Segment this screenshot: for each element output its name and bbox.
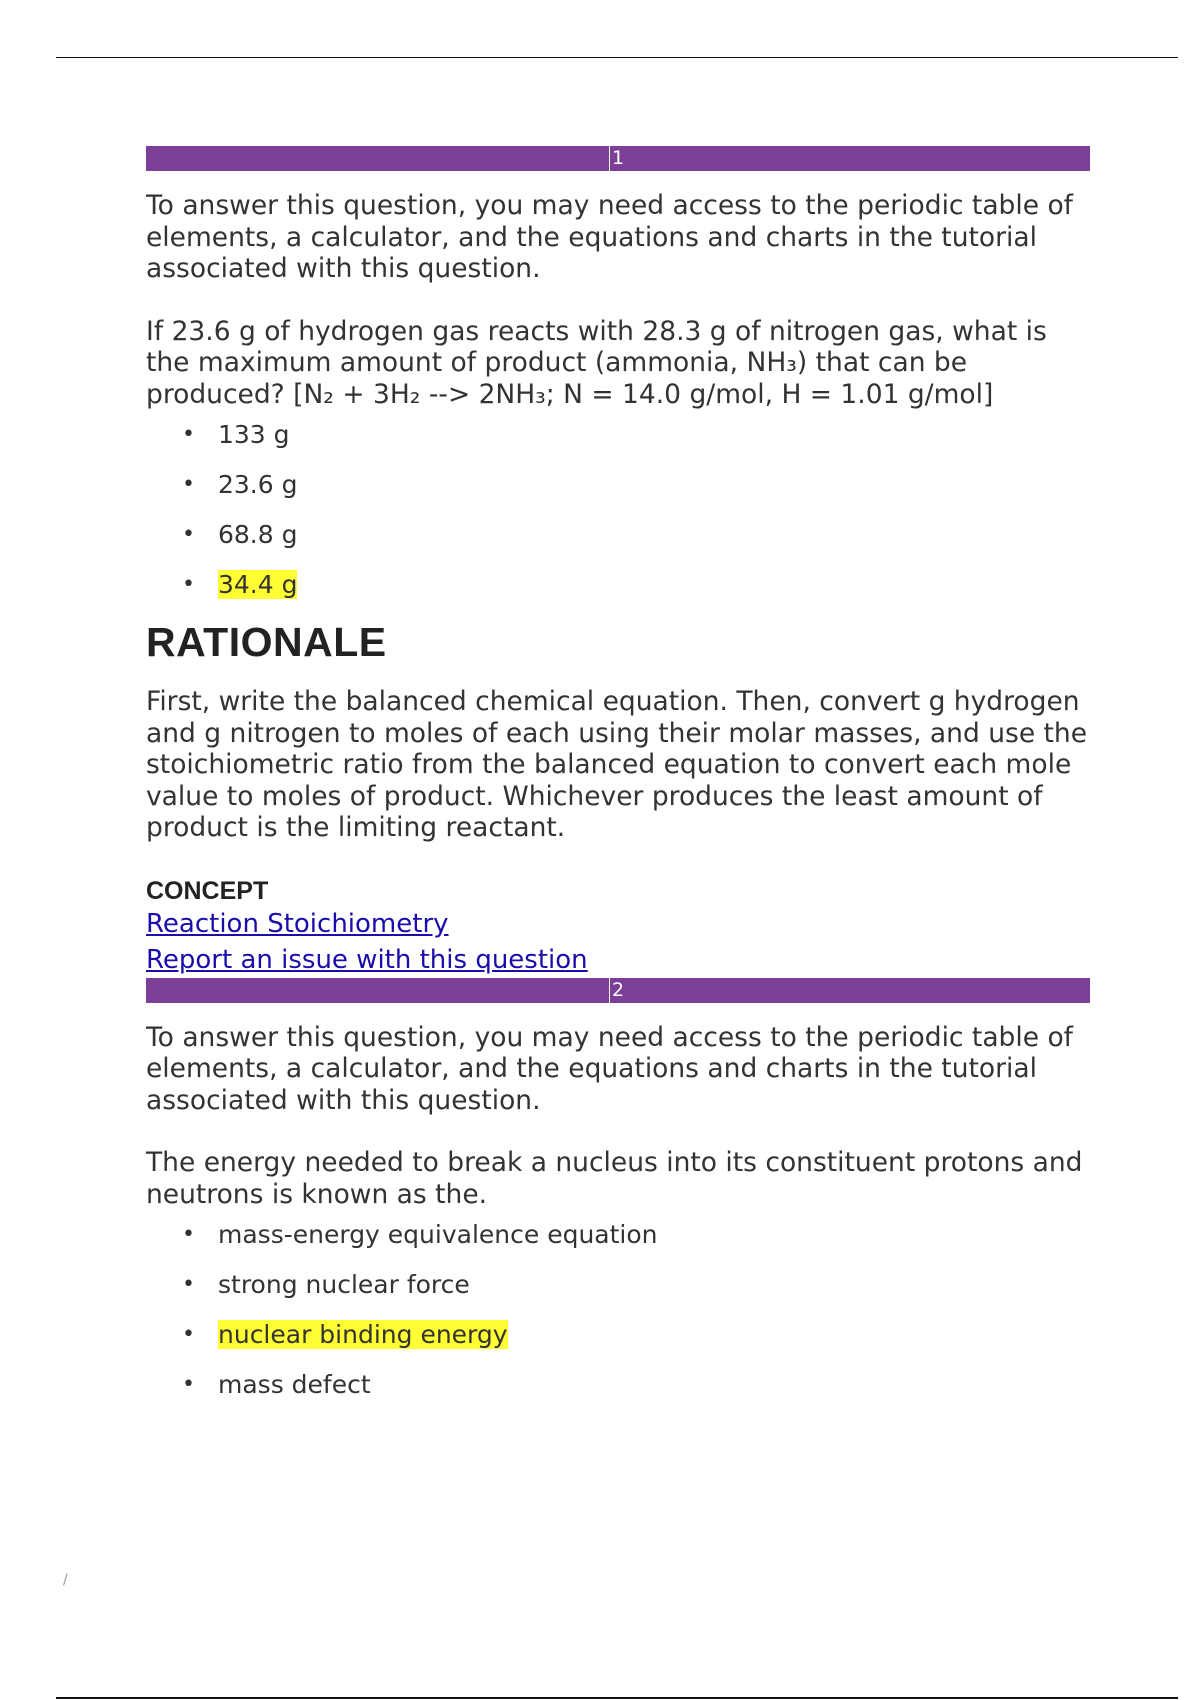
- bullet-icon: •: [182, 1372, 195, 1397]
- bottom-rule: [56, 1697, 1178, 1699]
- question-1-intro: To answer this question, you may need access to the periodic table of elements, a calculator, and the equations and charts in the tutorial associated with this question.: [146, 190, 1074, 284]
- answer-option[interactable]: [146, 1368, 1090, 1402]
- bullet-icon: •: [182, 1222, 195, 1247]
- answer-option[interactable]: [146, 1268, 1090, 1302]
- rationale-heading: RATIONALE: [146, 619, 387, 665]
- question-1-prompt: If 23.6 g of hydrogen gas reacts with 28.3 g of nitrogen gas, what is the maximum amount of product (ammonia, NH₃) that can be produced? [N₂ + 3H₂ --> 2NH₃; N = 14.0 g/mol, H = 1.01 g/mol]: [146, 315, 1047, 410]
- answer-option[interactable]: [146, 1218, 1090, 1252]
- answer-option-text: 23.6 g: [218, 470, 298, 499]
- question-1-options: [146, 418, 1090, 602]
- bullet-icon: •: [182, 522, 195, 547]
- question-number: 1: [609, 146, 626, 171]
- answer-option-text-highlighted: 34.4 g: [218, 570, 298, 599]
- answer-option-text: strong nuclear force: [218, 1270, 470, 1299]
- page-mark: /: [63, 1572, 68, 1588]
- answer-option[interactable]: [146, 418, 1090, 452]
- answer-option[interactable]: [146, 468, 1090, 502]
- bullet-icon: •: [182, 572, 195, 597]
- question-1-header-bar: [146, 146, 1090, 171]
- document-content: [146, 146, 1090, 1418]
- answer-option-selected[interactable]: [146, 568, 1090, 602]
- bullet-icon: •: [182, 472, 195, 497]
- question-2-options: [146, 1218, 1090, 1402]
- concept-link[interactable]: Reaction Stoichiometry: [146, 908, 449, 939]
- answer-option-text: mass defect: [218, 1370, 371, 1399]
- bullet-icon: •: [182, 1272, 195, 1297]
- answer-option-selected[interactable]: [146, 1318, 1090, 1352]
- question-2-prompt: The energy needed to break a nucleus into its constituent protons and neutrons is known as the.: [146, 1147, 1083, 1210]
- answer-option-text: 68.8 g: [218, 520, 298, 549]
- report-issue-link[interactable]: Report an issue with this question: [146, 944, 588, 975]
- top-rule: [56, 57, 1178, 58]
- answer-option-text: mass-energy equivalence equation: [218, 1220, 658, 1249]
- concept-label: CONCEPT: [146, 876, 269, 905]
- answer-option-text: 133 g: [218, 420, 290, 449]
- bullet-icon: •: [182, 422, 195, 447]
- question-number: 2: [609, 978, 626, 1003]
- question-2-header-bar: [146, 978, 1090, 1003]
- answer-option[interactable]: [146, 518, 1090, 552]
- question-2-intro: To answer this question, you may need access to the periodic table of elements, a calculator, and the equations and charts in the tutorial associated with this question.: [146, 1021, 1074, 1116]
- bullet-icon: •: [182, 1322, 195, 1347]
- answer-option-text-highlighted: nuclear binding energy: [218, 1320, 508, 1349]
- rationale-text: First, write the balanced chemical equation. Then, convert g hydrogen and g nitrogen to moles of each using their molar masses, and use the stoichiometric ratio from the balanced equation to convert each mole value to moles of product. Whichever produces the least amount of product is the limiting reactant.: [146, 686, 1088, 843]
